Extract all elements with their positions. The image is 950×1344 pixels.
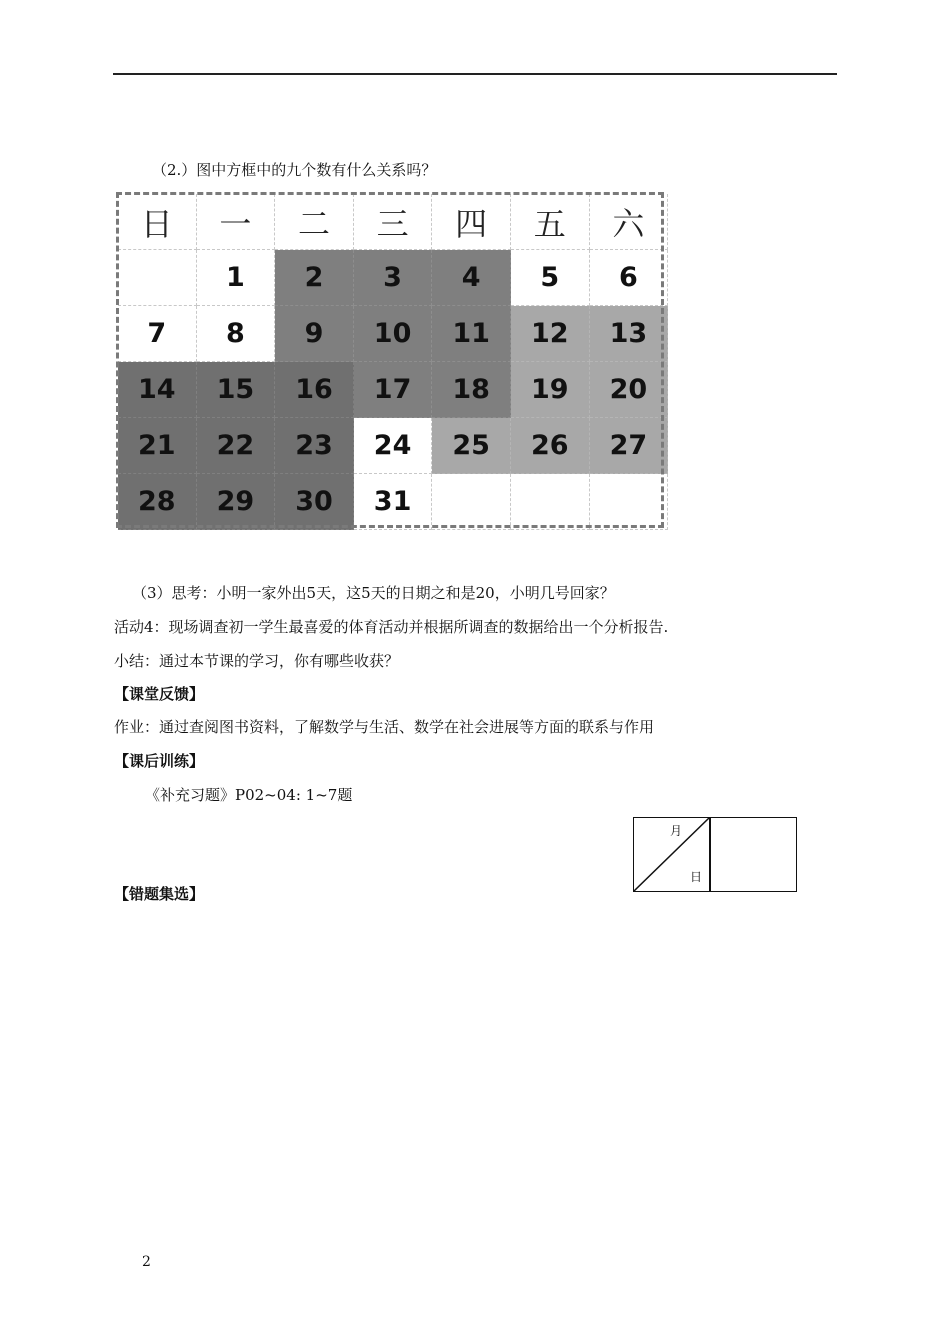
calendar-day: 25 (432, 418, 511, 474)
calendar-day: 28 (118, 474, 197, 530)
weekday-header: 六 (590, 194, 669, 250)
calendar-day: 31 (354, 474, 433, 530)
calendar-day: 4 (432, 250, 511, 306)
calendar-day: 16 (275, 362, 354, 418)
weekday-header: 五 (511, 194, 590, 250)
calendar-day: 24 (354, 418, 433, 474)
training-heading: 【课后训练】 (114, 752, 205, 770)
weekday-header: 三 (354, 194, 433, 250)
calendar-day: 1 (197, 250, 276, 306)
date-box-divider (709, 818, 711, 891)
calendar-day: 10 (354, 306, 433, 362)
calendar-day: 9 (275, 306, 354, 362)
calendar-day: 2 (275, 250, 354, 306)
calendar-day: 17 (354, 362, 433, 418)
calendar-day: 7 (118, 306, 197, 362)
calendar-grid (118, 194, 668, 530)
calendar-day: 30 (275, 474, 354, 530)
calendar-day: 5 (511, 250, 590, 306)
calendar-empty-cell (118, 250, 197, 306)
homework: 作业：通过查阅图书资料，了解数学与生活、数学在社会进展等方面的联系与作用 (114, 718, 655, 736)
summary: 小结：通过本节课的学习，你有哪些收获？ (114, 652, 400, 670)
calendar-figure (114, 190, 672, 534)
header-rule (113, 73, 837, 75)
calendar-day: 15 (197, 362, 276, 418)
calendar-day: 20 (590, 362, 669, 418)
calendar-empty-cell (432, 474, 511, 530)
month-label: 月 (670, 824, 683, 838)
calendar-day: 18 (432, 362, 511, 418)
calendar-day: 21 (118, 418, 197, 474)
calendar-day: 23 (275, 418, 354, 474)
calendar-day: 14 (118, 362, 197, 418)
question-3: （3）思考：小明一家外出5天，这5天的日期之和是20，小明几号回家？ (132, 584, 615, 602)
calendar-day: 12 (511, 306, 590, 362)
calendar-day: 11 (432, 306, 511, 362)
calendar-day: 13 (590, 306, 669, 362)
calendar-empty-cell (511, 474, 590, 530)
feedback-heading: 【课堂反馈】 (114, 685, 205, 703)
date-box (633, 817, 797, 892)
calendar-day: 26 (511, 418, 590, 474)
weekday-header: 二 (275, 194, 354, 250)
page-number: 2 (142, 1254, 151, 1270)
weekday-header: 四 (432, 194, 511, 250)
calendar-day: 6 (590, 250, 669, 306)
calendar-day: 19 (511, 362, 590, 418)
errors-heading: 【错题集选】 (114, 885, 205, 903)
exercises: 《补充习题》P02~04: 1~7题 (145, 786, 353, 804)
weekday-header: 日 (118, 194, 197, 250)
calendar-day: 27 (590, 418, 669, 474)
calendar-day: 3 (354, 250, 433, 306)
question-2: （2.）图中方框中的九个数有什么关系吗？ (152, 161, 437, 179)
activity-4: 活动4：现场调查初一学生最喜爱的体育活动并根据所调查的数据给出一个分析报告. (114, 618, 669, 636)
calendar-day: 8 (197, 306, 276, 362)
calendar-day: 29 (197, 474, 276, 530)
day-label: 日 (690, 870, 703, 884)
weekday-header: 一 (197, 194, 276, 250)
calendar-empty-cell (590, 474, 669, 530)
calendar-day: 22 (197, 418, 276, 474)
